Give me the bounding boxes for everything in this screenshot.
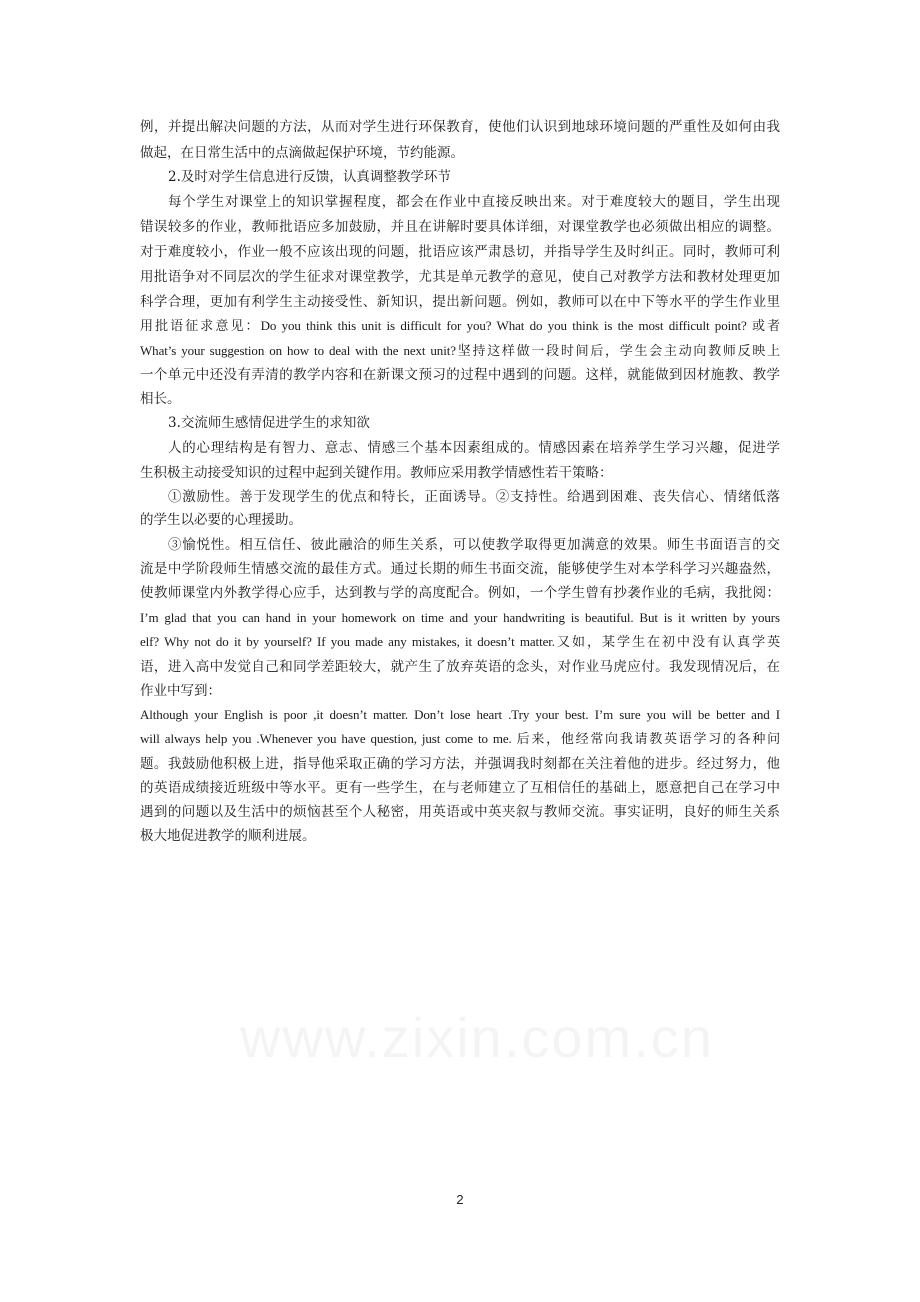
- text-line: 生积极主动接受知识的过程中起到关键作用。教师应采用教学情感性若干策略：: [140, 465, 613, 481]
- text-line: 的英语成绩接近班级中等水平。更有一些学生，在与老师建立了互相信任的基础上，愿意把自己在学习中: [140, 780, 780, 796]
- watermark: [240, 1005, 680, 1070]
- text-line: 人的心理结构是有智力、意志、情感三个基本因素组成的。情感因素在培养学生学习兴趣，促进学: [168, 440, 780, 456]
- text-line: 用批语争对不同层次的学生征求对课堂教学，尤其是单元教学的意见，使自己对教学方法和教材处理更加: [140, 269, 780, 285]
- text-line: will always help you .Whenever you have question, just come to me. 后来，他经常向我请教英语学习的各种问: [140, 731, 780, 746]
- text-line: elf? Why not do it by yourself? If you made any mistakes, it doesn’t matter.又如，某学生在初中没有认真学英: [140, 634, 780, 649]
- text-line: 流是中学阶段师生情感交流的最佳方式。通过长期的师生书面交流，能够使学生对本学科学习兴趣盎然，: [140, 561, 780, 577]
- text-line: 每个学生对课堂上的知识掌握程度，都会在作业中直接反映出来。对于难度较大的题目，学生出现: [168, 194, 780, 210]
- text-line: 遇到的问题以及生活中的烦恼甚至个人秘密，用英语或中英夹叙与教师交流。事实证明，良好的师生关系: [140, 804, 780, 820]
- section-heading: 2.及时对学生信息进行反馈，认真调整教学环节: [168, 169, 451, 185]
- text-line: 做起，在日常生活中的点滴做起保护环境，节约能源。: [140, 145, 464, 161]
- section-heading: 3.交流师生感情促进学生的求知欲: [168, 415, 370, 431]
- text-line: ①激励性。善于发现学生的优点和特长，正面诱导。②支持性。给遇到困难、丧失信心、情绪低落: [168, 489, 780, 505]
- text-line: 科学合理，更加有利学生主动接受性、新知识，提出新问题。例如，教师可以在中下等水平的学生作业里: [140, 294, 780, 310]
- text-line: 错误较多的作业，教师批语应多加鼓励，并且在讲解时要具体详细，对课堂教学也必须做出相应的调整。: [140, 219, 780, 235]
- text-line: 一个单元中还没有弄清的教学内容和在新课文预习的过程中遇到的问题。这样，就能做到因材施教、教学: [140, 367, 780, 383]
- text-line: 的学生以必要的心理援助。: [140, 512, 302, 528]
- text-line: 使教师课堂内外教学得心应手，达到教与学的高度配合。例如，一个学生曾有抄袭作业的毛病，我批阅：: [140, 585, 780, 601]
- text-line: Although your English is poor ,it doesn’t matter. Don’t lose heart .Try your best. I’m sure you will be better and I: [140, 707, 780, 722]
- text-line: 语，进入高中发觉自己和同学差距较大，就产生了放弃英语的念头，对作业马虎应付。我发现情况后，在: [140, 659, 780, 675]
- text-line: 对于难度较小，作业一般不应该出现的问题，批语应该严肃恳切，并指导学生及时纠正。同时，教师可利: [140, 244, 780, 260]
- text-line: ③愉悦性。相互信任、彼此融洽的师生关系，可以使教学取得更加满意的效果。师生书面语言的交: [168, 537, 780, 553]
- page-number: 2: [456, 1192, 464, 1207]
- text-line: I’m glad that you can hand in your homework on time and your handwriting is beautiful. But is it written by yours: [140, 610, 780, 625]
- text-line: 相长。: [140, 391, 181, 407]
- text-line: What’s your suggestion on how to deal with the next unit?坚持这样做一段时间后，学生会主动向教师反映上: [140, 343, 780, 358]
- text-line: 题。我鼓励他积极上进，指导他采取正确的学习方法，并强调我时刻都在关注着他的进步。经过努力，他: [140, 756, 780, 772]
- text-line: 例，并提出解决问题的方法，从而对学生进行环保教育，使他们认识到地球环境问题的严重性及如何由我: [140, 119, 780, 135]
- text-line: 作业中写到：: [140, 683, 221, 699]
- text-line: 用批语征求意见：Do you think this unit is difficult for you? What do you think is the most difficult point? 或者: [140, 318, 780, 333]
- text-line: 极大地促进教学的顺利进展。: [140, 828, 316, 844]
